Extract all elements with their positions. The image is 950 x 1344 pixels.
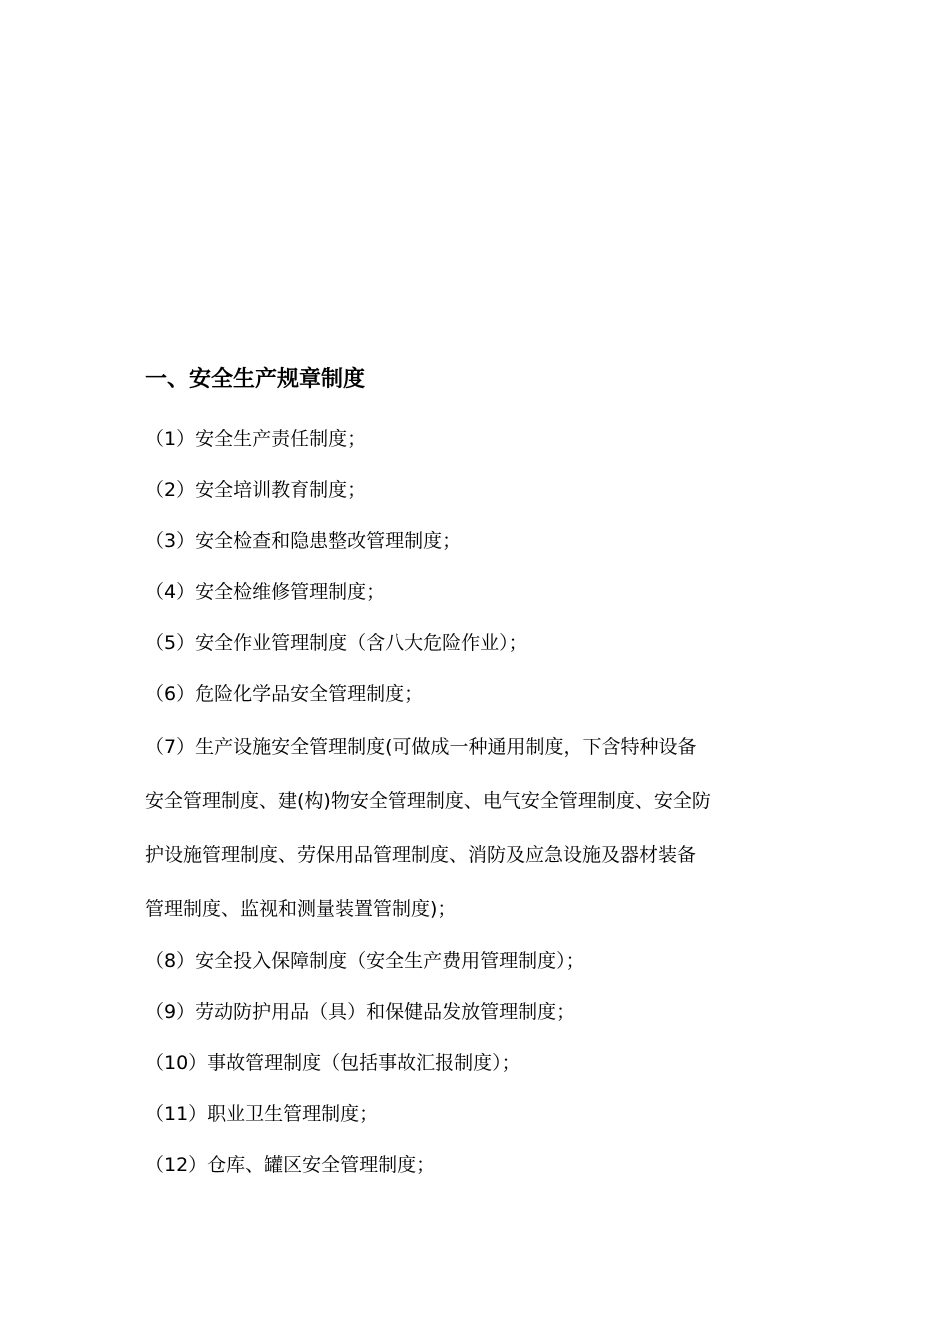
list-item-line: 管理制度、监视和测量装置管制度)； bbox=[145, 898, 457, 920]
list-item: （10）事故管理制度（包括事故汇报制度）； bbox=[145, 1052, 521, 1074]
list-item: （11）职业卫生管理制度； bbox=[145, 1103, 379, 1125]
list-item: （1）安全生产责任制度； bbox=[145, 428, 367, 450]
document-body bbox=[145, 360, 810, 1191]
list-item: （8）安全投入保障制度（安全生产费用管理制度）； bbox=[145, 950, 585, 972]
list-item: （5）安全作业管理制度（含八大危险作业）； bbox=[145, 632, 528, 654]
list-item-line: 安全管理制度、建(构)物安全管理制度、电气安全管理制度、安全防 bbox=[145, 790, 711, 812]
list-item: （6）危险化学品安全管理制度； bbox=[145, 683, 424, 705]
list-item-multiline bbox=[145, 720, 810, 936]
list-item-line: 护设施管理制度、劳保用品管理制度、消防及应急设施及器材装备 bbox=[145, 844, 697, 866]
list-item: （4）安全检维修管理制度； bbox=[145, 581, 386, 603]
list-item-line: （7）生产设施安全管理制度(可做成一种通用制度，下含特种设备 bbox=[145, 736, 697, 758]
list-item: （2）安全培训教育制度； bbox=[145, 479, 367, 501]
list-item: （12）仓库、罐区安全管理制度； bbox=[145, 1154, 436, 1176]
list-item: （9）劳动防护用品（具）和保健品发放管理制度； bbox=[145, 1001, 576, 1023]
list-item: （3）安全检查和隐患整改管理制度； bbox=[145, 530, 462, 552]
section-heading: 一、安全生产规章制度 bbox=[145, 367, 366, 392]
